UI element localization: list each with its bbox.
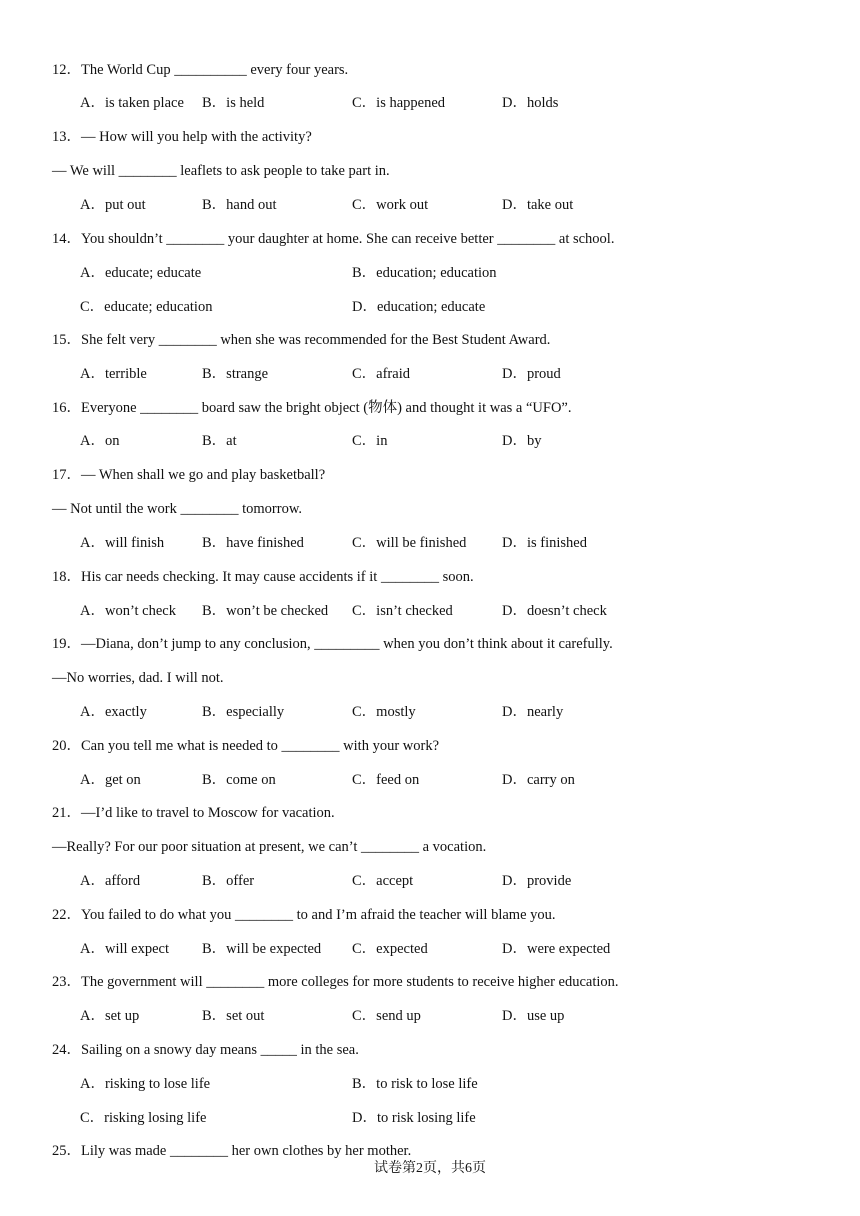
answer-option-d[interactable]: D．is finished <box>502 535 587 551</box>
answer-option-c[interactable]: C．feed on <box>352 772 420 788</box>
answer-option-c[interactable]: C．work out <box>352 197 429 213</box>
answer-option-a[interactable]: A．put out <box>80 197 146 213</box>
answer-option-a[interactable]: A．on <box>80 433 120 449</box>
answer-option-c[interactable]: C．mostly <box>352 704 416 720</box>
answer-option-a[interactable]: A．afford <box>80 873 141 889</box>
answer-option-b[interactable]: B．hand out <box>202 197 277 213</box>
question-stem: 22．You failed to do what you ________ to and I’m afraid the teacher will blame you. <box>52 907 556 923</box>
answer-option-c[interactable]: C．afraid <box>352 366 410 382</box>
answer-option-d[interactable]: D．use up <box>502 1008 565 1024</box>
answer-option-d[interactable]: D．take out <box>502 197 574 213</box>
question-stem-continued: —Really? For our poor situation at present, we can’t ________ a vocation. <box>52 839 487 855</box>
question-stem-continued: — We will ________ leaflets to ask people to take part in. <box>52 163 390 179</box>
answer-option-c[interactable]: C．educate; education <box>80 299 213 315</box>
question-stem: 18．His car needs checking. It may cause accidents if it ________ soon. <box>52 569 474 585</box>
answer-option-a[interactable]: A．will expect <box>80 941 169 957</box>
page-footer: 试卷第2页，共6页 <box>374 1161 486 1176</box>
answer-option-b[interactable]: B．come on <box>202 772 276 788</box>
answer-option-d[interactable]: D．provide <box>502 873 572 889</box>
answer-option-b[interactable]: B．is held <box>202 95 265 111</box>
answer-option-a[interactable]: A．exactly <box>80 704 147 720</box>
answer-option-b[interactable]: B．offer <box>202 873 255 889</box>
answer-option-c[interactable]: C．in <box>352 433 388 449</box>
question-stem: 14．You shouldn’t ________ your daughter at home. She can receive better ________ at school. <box>52 231 615 247</box>
question-stem: 12．The World Cup __________ every four years. <box>52 62 349 78</box>
answer-option-a[interactable]: A．educate; educate <box>80 265 202 281</box>
answer-option-d[interactable]: D．doesn’t check <box>502 603 607 619</box>
answer-option-c[interactable]: C．risking losing life <box>80 1110 207 1126</box>
answer-option-b[interactable]: B．set out <box>202 1008 265 1024</box>
question-stem: 24．Sailing on a snowy day means _____ in the sea. <box>52 1042 359 1058</box>
answer-option-b[interactable]: B．especially <box>202 704 285 720</box>
answer-option-b[interactable]: B．to risk to lose life <box>352 1076 478 1092</box>
answer-option-d[interactable]: D．education; educate <box>352 299 486 315</box>
answer-option-c[interactable]: C．isn’t checked <box>352 603 453 619</box>
answer-option-b[interactable]: B．won’t be checked <box>202 603 329 619</box>
answer-option-b[interactable]: B．strange <box>202 366 269 382</box>
answer-option-d[interactable]: D．carry on <box>502 772 575 788</box>
answer-option-a[interactable]: A．is taken place <box>80 95 184 111</box>
answer-option-c[interactable]: C．accept <box>352 873 414 889</box>
question-stem: 20．Can you tell me what is needed to ________ with your work? <box>52 738 440 754</box>
answer-option-c[interactable]: C．send up <box>352 1008 421 1024</box>
question-stem: 23．The government will ________ more colleges for more students to receive higher education. <box>52 974 619 990</box>
question-stem: 15．She felt very ________ when she was recommended for the Best Student Award. <box>52 332 551 348</box>
answer-option-a[interactable]: A．set up <box>80 1008 140 1024</box>
answer-option-a[interactable]: A．terrible <box>80 366 147 382</box>
answer-option-a[interactable]: A．risking to lose life <box>80 1076 211 1092</box>
answer-option-a[interactable]: A．won’t check <box>80 603 176 619</box>
answer-option-c[interactable]: C．is happened <box>352 95 446 111</box>
answer-option-d[interactable]: D．by <box>502 433 542 449</box>
answer-option-d[interactable]: D．were expected <box>502 941 611 957</box>
answer-option-b[interactable]: B．have finished <box>202 535 304 551</box>
question-stem: 21．—I’d like to travel to Moscow for vacation. <box>52 805 335 821</box>
answer-option-d[interactable]: D．to risk losing life <box>352 1110 476 1126</box>
answer-option-a[interactable]: A．get on <box>80 772 141 788</box>
question-stem-continued: — Not until the work ________ tomorrow. <box>52 501 302 517</box>
answer-option-b[interactable]: B．at <box>202 433 237 449</box>
question-stem-continued: —No worries, dad. I will not. <box>52 670 224 686</box>
question-stem: 19．—Diana, don’t jump to any conclusion, _________ when you don’t think about it carefully. <box>52 636 613 652</box>
question-stem: 25．Lily was made ________ her own clothes by her mother. <box>52 1143 412 1159</box>
answer-option-d[interactable]: D．nearly <box>502 704 564 720</box>
answer-option-b[interactable]: B．education; education <box>352 265 497 281</box>
question-stem: 17．— When shall we go and play basketball? <box>52 467 326 483</box>
answer-option-c[interactable]: C．will be finished <box>352 535 467 551</box>
answer-option-a[interactable]: A．will finish <box>80 535 165 551</box>
question-stem: 16．Everyone ________ board saw the bright object (物体) and thought it was a “UFO”. <box>52 400 572 416</box>
answer-option-b[interactable]: B．will be expected <box>202 941 322 957</box>
answer-option-c[interactable]: C．expected <box>352 941 428 957</box>
question-stem: 13．— How will you help with the activity? <box>52 129 312 145</box>
answer-option-d[interactable]: D．holds <box>502 95 559 111</box>
answer-option-d[interactable]: D．proud <box>502 366 561 382</box>
